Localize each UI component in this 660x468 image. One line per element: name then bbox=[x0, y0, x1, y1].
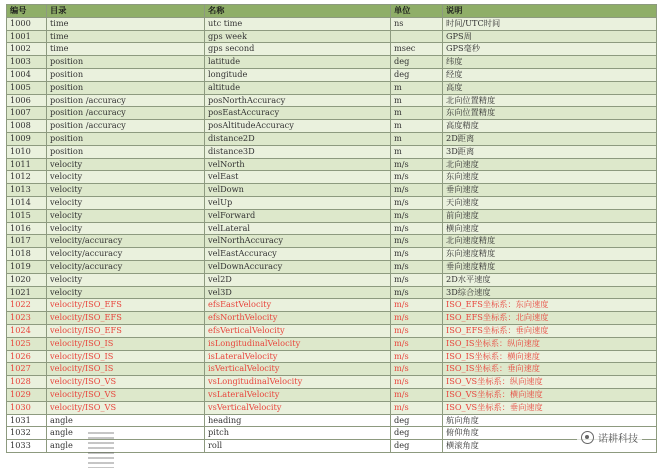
cell-id: 1031 bbox=[7, 414, 47, 427]
table-row bbox=[7, 248, 657, 261]
cell-id: 1028 bbox=[7, 376, 47, 389]
table-row bbox=[7, 81, 657, 94]
cell-name: velNorth bbox=[205, 158, 391, 171]
cell-unit: m/s bbox=[391, 401, 443, 414]
cell-id: 1029 bbox=[7, 388, 47, 401]
cell-name: velLateral bbox=[205, 222, 391, 235]
cell-id: 1006 bbox=[7, 94, 47, 107]
watermark-stripes bbox=[88, 432, 114, 468]
cell-unit: m bbox=[391, 107, 443, 120]
table-row bbox=[7, 132, 657, 145]
table-header bbox=[7, 5, 657, 18]
table-row bbox=[7, 68, 657, 81]
table-row bbox=[7, 30, 657, 43]
cell-name: heading bbox=[205, 414, 391, 427]
cell-description: ISO_IS坐标系：横向速度 bbox=[443, 350, 657, 363]
cell-description: 纬度 bbox=[443, 56, 657, 69]
cell-name: pitch bbox=[205, 427, 391, 440]
cell-name: efsNorthVelocity bbox=[205, 312, 391, 325]
table-row bbox=[7, 107, 657, 120]
header-row bbox=[7, 5, 657, 18]
table-row bbox=[7, 324, 657, 337]
cell-category: angle bbox=[47, 427, 205, 440]
cell-id: 1022 bbox=[7, 299, 47, 312]
cell-category: velocity/accuracy bbox=[47, 248, 205, 261]
channel-table bbox=[6, 4, 657, 453]
cell-category: velocity/ISO_VS bbox=[47, 376, 205, 389]
cell-name: velUp bbox=[205, 196, 391, 209]
cell-category: velocity bbox=[47, 171, 205, 184]
cell-description: 横滚角度 bbox=[443, 440, 657, 453]
cell-name: vel2D bbox=[205, 273, 391, 286]
header-unit: 单位 bbox=[391, 5, 443, 18]
cell-unit: m/s bbox=[391, 235, 443, 248]
cell-id: 1015 bbox=[7, 209, 47, 222]
cell-unit: m/s bbox=[391, 158, 443, 171]
cell-category: velocity/ISO_EFS bbox=[47, 299, 205, 312]
cell-category: time bbox=[47, 43, 205, 56]
cell-id: 1008 bbox=[7, 120, 47, 133]
table-row bbox=[7, 222, 657, 235]
cell-id: 1014 bbox=[7, 196, 47, 209]
table-row bbox=[7, 158, 657, 171]
cell-name: vsLateralVelocity bbox=[205, 388, 391, 401]
table-row bbox=[7, 376, 657, 389]
cell-description: 时间/UTC时间 bbox=[443, 17, 657, 30]
cell-unit: m/s bbox=[391, 363, 443, 376]
cell-id: 1020 bbox=[7, 273, 47, 286]
cell-category: velocity/ISO_IS bbox=[47, 337, 205, 350]
cell-category: velocity bbox=[47, 196, 205, 209]
cell-category: time bbox=[47, 30, 205, 43]
table-row bbox=[7, 350, 657, 363]
cell-id: 1005 bbox=[7, 81, 47, 94]
cell-unit: m bbox=[391, 145, 443, 158]
cell-unit: m/s bbox=[391, 222, 443, 235]
cell-name: posAltitudeAccuracy bbox=[205, 120, 391, 133]
cell-id: 1023 bbox=[7, 312, 47, 325]
cell-description: 俯仰角度 bbox=[443, 427, 657, 440]
cell-unit: m/s bbox=[391, 324, 443, 337]
cell-name: efsEastVelocity bbox=[205, 299, 391, 312]
cell-name: latitude bbox=[205, 56, 391, 69]
cell-description: 东向速度 bbox=[443, 171, 657, 184]
cell-unit: msec bbox=[391, 43, 443, 56]
cell-description: 北向速度精度 bbox=[443, 235, 657, 248]
cell-name: isLongitudinalVelocity bbox=[205, 337, 391, 350]
table-row bbox=[7, 299, 657, 312]
cell-name: gps second bbox=[205, 43, 391, 56]
cell-description: 前向速度 bbox=[443, 209, 657, 222]
cell-category: position bbox=[47, 145, 205, 158]
header-category: 目录 bbox=[47, 5, 205, 18]
cell-description: 高度精度 bbox=[443, 120, 657, 133]
cell-id: 1016 bbox=[7, 222, 47, 235]
table-row bbox=[7, 363, 657, 376]
cell-category: position bbox=[47, 81, 205, 94]
cell-description: 3D距离 bbox=[443, 145, 657, 158]
cell-category: velocity/ISO_EFS bbox=[47, 324, 205, 337]
cell-name: velNorthAccuracy bbox=[205, 235, 391, 248]
cell-description: 2D距离 bbox=[443, 132, 657, 145]
cell-unit: m/s bbox=[391, 376, 443, 389]
cell-description: ISO_EFS坐标系：垂向速度 bbox=[443, 324, 657, 337]
cell-id: 1024 bbox=[7, 324, 47, 337]
cell-category: time bbox=[47, 17, 205, 30]
cell-description: 北向位置精度 bbox=[443, 94, 657, 107]
cell-category: position /accuracy bbox=[47, 94, 205, 107]
cell-description: 东向位置精度 bbox=[443, 107, 657, 120]
cell-category: position bbox=[47, 68, 205, 81]
cell-unit: m/s bbox=[391, 196, 443, 209]
table-row bbox=[7, 56, 657, 69]
cell-unit: m/s bbox=[391, 312, 443, 325]
cell-category: velocity/ISO_EFS bbox=[47, 312, 205, 325]
table-row bbox=[7, 401, 657, 414]
table-row bbox=[7, 388, 657, 401]
cell-description: ISO_IS坐标系：垂向速度 bbox=[443, 363, 657, 376]
cell-id: 1027 bbox=[7, 363, 47, 376]
cell-unit: m bbox=[391, 120, 443, 133]
cell-name: distance2D bbox=[205, 132, 391, 145]
cell-id: 1001 bbox=[7, 30, 47, 43]
cell-name: velForward bbox=[205, 209, 391, 222]
cell-id: 1002 bbox=[7, 43, 47, 56]
cell-name: roll bbox=[205, 440, 391, 453]
cell-name: velDown bbox=[205, 184, 391, 197]
cell-id: 1011 bbox=[7, 158, 47, 171]
table-row bbox=[7, 145, 657, 158]
cell-unit: m/s bbox=[391, 286, 443, 299]
cell-unit: ns bbox=[391, 17, 443, 30]
header-id: 编号 bbox=[7, 5, 47, 18]
cell-id: 1033 bbox=[7, 440, 47, 453]
table-row bbox=[7, 273, 657, 286]
cell-name: efsVerticalVelocity bbox=[205, 324, 391, 337]
cell-id: 1018 bbox=[7, 248, 47, 261]
cell-id: 1019 bbox=[7, 260, 47, 273]
table-row bbox=[7, 120, 657, 133]
table-row bbox=[7, 260, 657, 273]
cell-unit: m/s bbox=[391, 260, 443, 273]
wechat-channel-icon bbox=[581, 431, 594, 444]
cell-name: utc time bbox=[205, 17, 391, 30]
cell-name: vsLongitudinalVelocity bbox=[205, 376, 391, 389]
cell-unit: m/s bbox=[391, 273, 443, 286]
cell-id: 1007 bbox=[7, 107, 47, 120]
cell-unit: deg bbox=[391, 427, 443, 440]
cell-description: 经度 bbox=[443, 68, 657, 81]
cell-unit: m/s bbox=[391, 171, 443, 184]
cell-unit: m bbox=[391, 94, 443, 107]
cell-unit: m/s bbox=[391, 248, 443, 261]
cell-description: GPS周 bbox=[443, 30, 657, 43]
cell-category: velocity bbox=[47, 158, 205, 171]
table-row bbox=[7, 196, 657, 209]
cell-category: angle bbox=[47, 440, 205, 453]
cell-unit: m/s bbox=[391, 184, 443, 197]
cell-unit: m/s bbox=[391, 209, 443, 222]
cell-description: ISO_VS坐标系：横向速度 bbox=[443, 388, 657, 401]
table-row bbox=[7, 209, 657, 222]
cell-id: 1017 bbox=[7, 235, 47, 248]
table-row bbox=[7, 312, 657, 325]
cell-name: velDownAccuracy bbox=[205, 260, 391, 273]
cell-unit bbox=[391, 30, 443, 43]
cell-name: isLateralVelocity bbox=[205, 350, 391, 363]
table-row bbox=[7, 235, 657, 248]
cell-description: 高度 bbox=[443, 81, 657, 94]
table-row bbox=[7, 17, 657, 30]
cell-id: 1000 bbox=[7, 17, 47, 30]
cell-name: altitude bbox=[205, 81, 391, 94]
table-row bbox=[7, 414, 657, 427]
cell-unit: deg bbox=[391, 56, 443, 69]
cell-name: vel3D bbox=[205, 286, 391, 299]
cell-category: position bbox=[47, 132, 205, 145]
table-row bbox=[7, 43, 657, 56]
cell-unit: m/s bbox=[391, 337, 443, 350]
table-row bbox=[7, 94, 657, 107]
cell-category: velocity bbox=[47, 209, 205, 222]
cell-description: 北向速度 bbox=[443, 158, 657, 171]
cell-category: position bbox=[47, 56, 205, 69]
cell-description: 3D综合速度 bbox=[443, 286, 657, 299]
table-body bbox=[7, 17, 657, 452]
cell-name: vsVerticalVelocity bbox=[205, 401, 391, 414]
cell-id: 1004 bbox=[7, 68, 47, 81]
cell-category: velocity/ISO_IS bbox=[47, 350, 205, 363]
cell-id: 1009 bbox=[7, 132, 47, 145]
cell-name: posEastAccuracy bbox=[205, 107, 391, 120]
cell-description: ISO_VS坐标系：垂向速度 bbox=[443, 401, 657, 414]
cell-unit: deg bbox=[391, 68, 443, 81]
cell-id: 1012 bbox=[7, 171, 47, 184]
cell-unit: deg bbox=[391, 414, 443, 427]
cell-description: ISO_EFS坐标系：北向速度 bbox=[443, 312, 657, 325]
cell-category: velocity bbox=[47, 286, 205, 299]
cell-id: 1010 bbox=[7, 145, 47, 158]
cell-name: isVerticalVelocity bbox=[205, 363, 391, 376]
cell-name: posNorthAccuracy bbox=[205, 94, 391, 107]
cell-category: velocity/accuracy bbox=[47, 235, 205, 248]
cell-category: angle bbox=[47, 414, 205, 427]
cell-id: 1013 bbox=[7, 184, 47, 197]
table-row bbox=[7, 171, 657, 184]
cell-category: velocity/ISO_VS bbox=[47, 388, 205, 401]
cell-id: 1025 bbox=[7, 337, 47, 350]
cell-unit: m/s bbox=[391, 388, 443, 401]
table-row bbox=[7, 337, 657, 350]
cell-category: velocity/ISO_VS bbox=[47, 401, 205, 414]
cell-description: 垂向速度 bbox=[443, 184, 657, 197]
watermark bbox=[577, 429, 642, 446]
watermark-text: 诺耕科技 bbox=[598, 434, 638, 445]
cell-category: velocity bbox=[47, 273, 205, 286]
cell-category: velocity/ISO_IS bbox=[47, 363, 205, 376]
header-description: 说明 bbox=[443, 5, 657, 18]
cell-unit: m/s bbox=[391, 299, 443, 312]
cell-id: 1032 bbox=[7, 427, 47, 440]
cell-name: gps week bbox=[205, 30, 391, 43]
cell-id: 1003 bbox=[7, 56, 47, 69]
cell-category: position /accuracy bbox=[47, 107, 205, 120]
cell-name: distance3D bbox=[205, 145, 391, 158]
cell-description: 天向速度 bbox=[443, 196, 657, 209]
cell-description: GPS毫秒 bbox=[443, 43, 657, 56]
cell-unit: m bbox=[391, 81, 443, 94]
cell-category: position /accuracy bbox=[47, 120, 205, 133]
cell-name: velEastAccuracy bbox=[205, 248, 391, 261]
cell-description: 横向速度 bbox=[443, 222, 657, 235]
header-name: 名称 bbox=[205, 5, 391, 18]
cell-id: 1026 bbox=[7, 350, 47, 363]
cell-name: longitude bbox=[205, 68, 391, 81]
cell-unit: m/s bbox=[391, 350, 443, 363]
cell-id: 1021 bbox=[7, 286, 47, 299]
cell-category: velocity/accuracy bbox=[47, 260, 205, 273]
cell-category: velocity bbox=[47, 184, 205, 197]
cell-id: 1030 bbox=[7, 401, 47, 414]
cell-description: 东向速度精度 bbox=[443, 248, 657, 261]
cell-unit: deg bbox=[391, 440, 443, 453]
cell-description: ISO_VS坐标系：纵向速度 bbox=[443, 376, 657, 389]
table-row bbox=[7, 286, 657, 299]
table-row bbox=[7, 184, 657, 197]
cell-description: 垂向速度精度 bbox=[443, 260, 657, 273]
cell-name: velEast bbox=[205, 171, 391, 184]
cell-description: ISO_EFS坐标系：东向速度 bbox=[443, 299, 657, 312]
cell-description: ISO_IS坐标系：纵向速度 bbox=[443, 337, 657, 350]
cell-description: 2D水平速度 bbox=[443, 273, 657, 286]
cell-description: 航向角度 bbox=[443, 414, 657, 427]
cell-category: velocity bbox=[47, 222, 205, 235]
cell-unit: m bbox=[391, 132, 443, 145]
